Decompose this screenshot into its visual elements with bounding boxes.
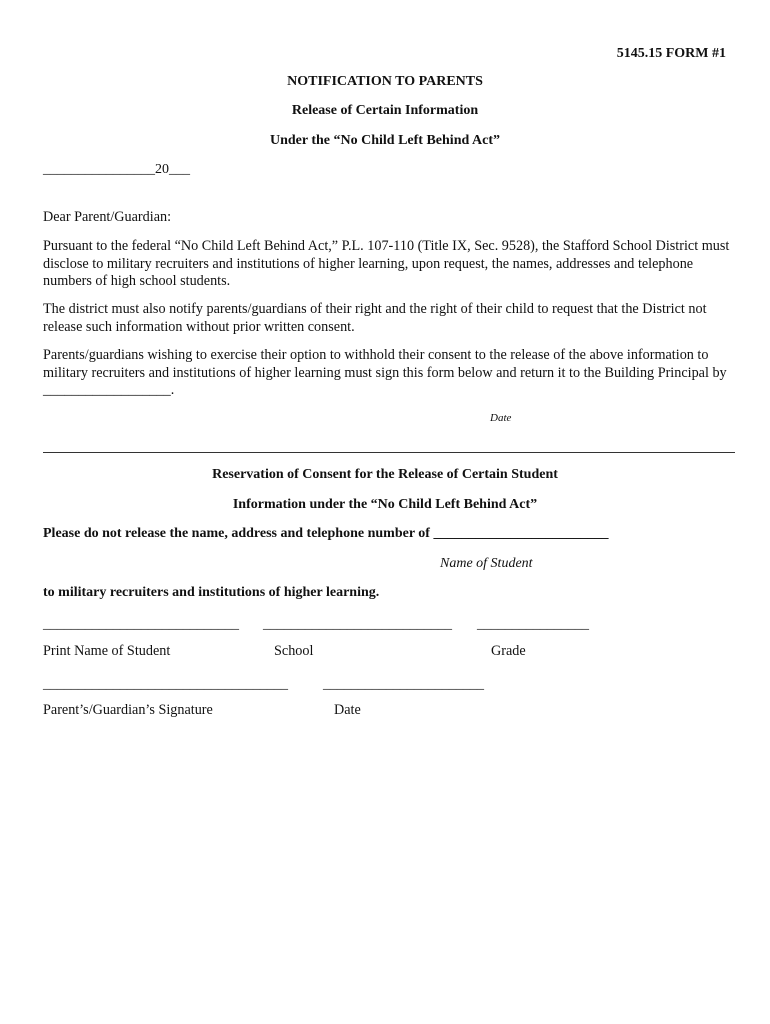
form-number: 5145.15 FORM #1 (616, 46, 726, 61)
paragraph-notify-rights: The district must also notify parents/guardians of their right and the right of their child to request that the District not release such information without prior written consent. (43, 301, 707, 335)
signature-date-field[interactable]: _______________________ (323, 677, 484, 692)
page-title: NOTIFICATION TO PARENTS (287, 74, 483, 89)
date-line: ________________20___ (43, 162, 190, 177)
reservation-heading-line1: Reservation of Consent for the Release of Certain Student (212, 467, 558, 482)
date-caption: Date (490, 412, 512, 424)
signature-date-label: Date (334, 702, 361, 718)
paragraph-withhold-consent: Parents/guardians wishing to exercise their option to withhold their consent to the release of the above information to military recruiters and institutions of higher learning must sign this form below and return it to the Building Principal by __________________. (43, 347, 727, 398)
grade-field[interactable]: ________________ (477, 617, 589, 632)
school-field[interactable]: ___________________________ (263, 617, 452, 632)
release-request-line: Please do not release the name, address and telephone number of _________________________ (43, 526, 609, 541)
student-name-caption: Name of Student (440, 556, 533, 571)
paragraph-federal-act: Pursuant to the federal “No Child Left Behind Act,” P.L. 107-110 (Title IX, Sec. 9528), the Stafford School District must disclose to military recruiters and institutions of higher learning, upon request, the names, addresses and telephone numbers of high school students. (43, 238, 730, 289)
student-name-label: Print Name of Student (43, 643, 171, 659)
parent-signature-label: Parent’s/Guardian’s Signature (43, 702, 213, 718)
page-subtitle-act: Under the “No Child Left Behind Act” (270, 133, 500, 148)
page-subtitle-release: Release of Certain Information (291, 103, 479, 118)
student-name-field[interactable]: ____________________________ (43, 617, 239, 632)
salutation: Dear Parent/Guardian: (43, 209, 172, 225)
grade-label: Grade (491, 643, 526, 659)
school-label: School (274, 643, 314, 659)
parent-signature-field[interactable]: ___________________________________ (43, 677, 288, 692)
recipients-line: to military recruiters and institutions of higher learning. (43, 585, 380, 600)
reservation-heading-line2: Information under the “No Child Left Behind Act” (232, 497, 538, 512)
section-divider (43, 452, 735, 453)
